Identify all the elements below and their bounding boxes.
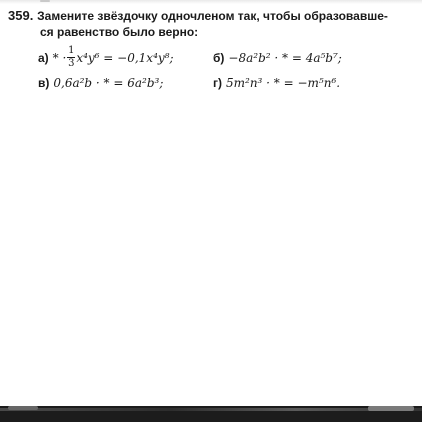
- page-top-edge: [0, 0, 422, 4]
- item-v-expression: 0,6a²b · * = 6a²b³;: [53, 76, 164, 90]
- problem-number: 359.: [8, 8, 34, 23]
- item-b-label: б): [213, 50, 225, 65]
- strip-highlight: [0, 408, 422, 411]
- item-a-fraction-denominator: 3: [68, 58, 75, 69]
- item-a-pre: * ·: [52, 50, 67, 65]
- item-g-expression: 5m²n³ · * = −m⁵n⁶.: [226, 76, 341, 90]
- print-smudge: [40, 0, 50, 2]
- item-a-label: а): [38, 50, 49, 65]
- problem-statement-line2: ся равенство было верно:: [40, 25, 199, 39]
- problem-header: [8, 8, 410, 24]
- item-a-post: x⁴y⁶ = −0,1x⁴y⁸;: [76, 50, 174, 65]
- item-v: [38, 75, 213, 91]
- strip-reflection-left: [8, 406, 38, 410]
- problem-359: [8, 8, 410, 91]
- item-a-fraction: [67, 46, 75, 69]
- item-a-fraction-numerator: 1: [68, 45, 75, 56]
- item-g: [213, 75, 340, 91]
- items-row-1: [38, 46, 410, 69]
- item-v-label: в): [38, 76, 50, 90]
- items-row-2: [38, 75, 410, 91]
- problem-statement-line1: Замените звёздочку одночленом так, чтобы образовавше-: [37, 9, 388, 23]
- item-a: [38, 46, 213, 69]
- bottom-edge-strip: [0, 406, 422, 422]
- item-g-label: г): [213, 76, 222, 90]
- item-b: [213, 50, 342, 66]
- strip-reflection-right: [368, 406, 414, 411]
- item-b-expression: −8a²b² · * = 4a⁵b⁷;: [228, 50, 342, 65]
